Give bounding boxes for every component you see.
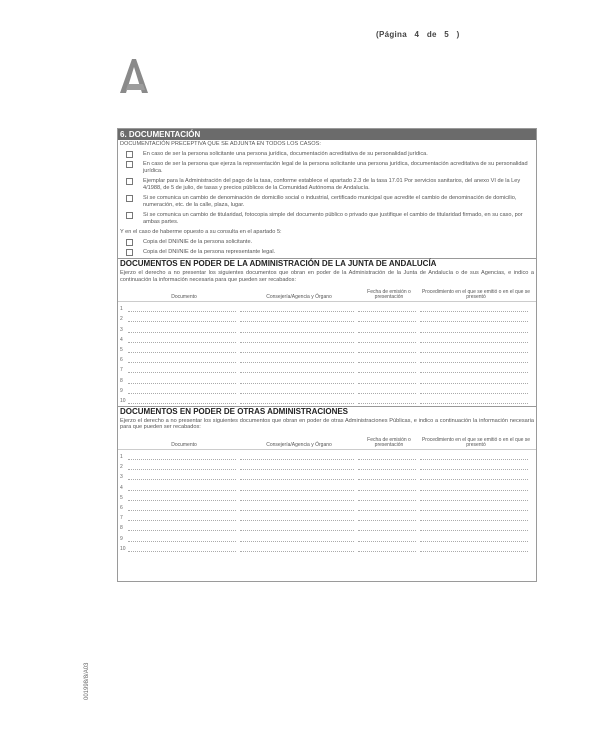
fecha-field[interactable] <box>358 525 416 531</box>
procedimiento-field[interactable] <box>420 505 528 511</box>
document-checkbox[interactable] <box>126 212 133 219</box>
row-number: 10 <box>120 397 126 404</box>
procedimiento-field[interactable] <box>420 515 528 521</box>
consejeria-field[interactable] <box>240 347 354 353</box>
documento-field[interactable] <box>128 367 236 373</box>
consejeria-field[interactable] <box>240 398 354 404</box>
otras-table-rows <box>118 450 536 552</box>
preceptive-lead: DOCUMENTACIÓN PRECEPTIVA QUE SE ADJUNTA EN TODOS LOS CASOS: <box>120 141 321 147</box>
documento-field[interactable] <box>128 464 236 470</box>
col-documento: Documento <box>171 442 197 449</box>
fecha-field[interactable] <box>358 546 416 552</box>
fecha-field[interactable] <box>358 347 416 353</box>
col-procedimiento: Procedimiento en el que se emitió o en el que se presentó <box>421 288 531 301</box>
row-number: 8 <box>120 377 123 384</box>
documento-field[interactable] <box>128 337 236 343</box>
document-check-label: Copia del DNI/NIE de la persona representante legal. <box>143 249 276 255</box>
consejeria-field[interactable] <box>240 474 354 480</box>
fecha-field[interactable] <box>358 357 416 363</box>
document-check-label: Ejemplar para la Administración del pago de la tasa, conforme establece el apartado 2.3 de la tasa 17.01 Por servicios sanitarios, del anexo VI de la Ley 4/1988, de 5 de julio, de tasas y precios públicos de la Comunidad Autónoma de Andalucía. <box>143 178 521 191</box>
consejeria-field[interactable] <box>240 515 354 521</box>
document-checkbox[interactable] <box>126 195 133 202</box>
document-checkbox[interactable] <box>126 178 133 185</box>
consejeria-field[interactable] <box>240 306 354 312</box>
fecha-field[interactable] <box>358 378 416 384</box>
col-fecha: Fecha de emisión o presentación <box>367 436 411 449</box>
document-check-label: Si se comunica un cambio de denominación de domicilio social o industrial, certificado municipal que acredite el cambio de denominación de domicilio, numeración, etc. de la calle, plaza, lugar. <box>143 195 517 208</box>
section-6-body <box>118 140 536 258</box>
table-row <box>120 511 534 521</box>
document-checkbox[interactable] <box>126 151 133 158</box>
page-total: 5 <box>444 30 450 39</box>
documento-field[interactable] <box>128 536 236 542</box>
documento-field[interactable] <box>128 505 236 511</box>
documento-field[interactable] <box>128 525 236 531</box>
documento-field[interactable] <box>128 347 236 353</box>
procedimiento-field[interactable] <box>420 485 528 491</box>
table-row <box>120 333 534 343</box>
table-row <box>120 312 534 322</box>
procedimiento-field[interactable] <box>420 525 528 531</box>
col-fecha: Fecha de emisión o presentación <box>367 288 411 301</box>
row-number: 9 <box>120 387 123 394</box>
documento-field[interactable] <box>128 357 236 363</box>
junta-table-header <box>118 287 536 302</box>
documento-field[interactable] <box>128 454 236 460</box>
junta-documents-text: Ejerzo el derecho a no presentar los siguientes documentos que obran en poder de la Administración de la Junta de Andalucía o de sus Agencias, e indico a continuación la información necesaria para que pueden ser recabados: <box>120 270 534 283</box>
document-check-item <box>120 249 534 256</box>
document-check-item <box>120 178 534 192</box>
fecha-field[interactable] <box>358 327 416 333</box>
table-row <box>120 343 534 353</box>
document-check-label: Si se comunica un cambio de titularidad, fotocopia simple del documento público o privado que justifique el cambio de titularidad firmado, en su caso, por ambas partes. <box>143 212 523 225</box>
consejeria-field[interactable] <box>240 357 354 363</box>
consejeria-field[interactable] <box>240 327 354 333</box>
procedimiento-field[interactable] <box>420 546 528 552</box>
table-row <box>120 322 534 332</box>
procedimiento-field[interactable] <box>420 454 528 460</box>
table-row <box>120 394 534 404</box>
consejeria-field[interactable] <box>240 367 354 373</box>
table-row <box>120 302 534 312</box>
documento-field[interactable] <box>128 515 236 521</box>
otras-documents-title: DOCUMENTOS EN PODER DE OTRAS ADMINISTRACIONES <box>118 406 536 417</box>
document-check-item <box>120 161 534 175</box>
documento-field[interactable] <box>128 398 236 404</box>
fecha-field[interactable] <box>358 485 416 491</box>
documento-field[interactable] <box>128 474 236 480</box>
table-row <box>120 460 534 470</box>
table-row <box>120 480 534 490</box>
consejeria-field[interactable] <box>240 485 354 491</box>
table-row <box>120 470 534 480</box>
table-row <box>120 450 534 460</box>
fecha-field[interactable] <box>358 464 416 470</box>
junta-table-rows <box>118 302 536 404</box>
documento-field[interactable] <box>128 546 236 552</box>
consejeria-field[interactable] <box>240 495 354 501</box>
fecha-field[interactable] <box>358 454 416 460</box>
fecha-field[interactable] <box>358 398 416 404</box>
col-consejeria: Consejería/Agencia y Órgano <box>266 442 332 449</box>
document-check-label: Copia del DNI/NIE de la persona solicitante. <box>143 239 253 245</box>
documento-field[interactable] <box>128 388 236 394</box>
consejeria-field[interactable] <box>240 525 354 531</box>
junta-documents-title: DOCUMENTOS EN PODER DE LA ADMINISTRACIÓN DE LA JUNTA DE ANDALUCÍA <box>118 258 536 269</box>
procedimiento-field[interactable] <box>420 316 528 322</box>
documento-field[interactable] <box>128 316 236 322</box>
row-number: 5 <box>120 346 123 353</box>
fecha-field[interactable] <box>358 474 416 480</box>
table-row <box>120 363 534 373</box>
section-6-title: 6. DOCUMENTACIÓN <box>118 129 536 140</box>
row-number: 7 <box>120 515 123 522</box>
fecha-field[interactable] <box>358 306 416 312</box>
procedimiento-field[interactable] <box>420 327 528 333</box>
row-number: 4 <box>120 336 123 343</box>
col-documento: Documento <box>171 294 197 301</box>
row-number: 8 <box>120 525 123 532</box>
document-check-item <box>120 239 534 246</box>
form-code: 001998/8/A03 <box>84 662 90 700</box>
procedimiento-field[interactable] <box>420 337 528 343</box>
row-number: 7 <box>120 367 123 374</box>
procedimiento-field[interactable] <box>420 357 528 363</box>
col-consejeria: Consejería/Agencia y Órgano <box>266 294 332 301</box>
row-number: 4 <box>120 484 123 491</box>
fecha-field[interactable] <box>358 505 416 511</box>
procedimiento-field[interactable] <box>420 378 528 384</box>
row-number: 1 <box>120 454 123 461</box>
col-procedimiento: Procedimiento en el que se emitió o en el que se presentó <box>421 436 531 449</box>
procedimiento-field[interactable] <box>420 495 528 501</box>
procedimiento-field[interactable] <box>420 347 528 353</box>
page-current: 4 <box>414 30 420 39</box>
fecha-field[interactable] <box>358 515 416 521</box>
fecha-field[interactable] <box>358 367 416 373</box>
document-checkbox[interactable] <box>126 161 133 168</box>
consejeria-field[interactable] <box>240 454 354 460</box>
page-close: ) <box>456 30 460 39</box>
procedimiento-field[interactable] <box>420 536 528 542</box>
procedimiento-field[interactable] <box>420 464 528 470</box>
document-check-item <box>120 212 534 226</box>
procedimiento-field[interactable] <box>420 367 528 373</box>
consejeria-field[interactable] <box>240 388 354 394</box>
page-of: de <box>426 30 437 39</box>
documento-field[interactable] <box>128 495 236 501</box>
documento-field[interactable] <box>128 306 236 312</box>
table-row <box>120 353 534 363</box>
consejeria-field[interactable] <box>240 464 354 470</box>
consejeria-field[interactable] <box>240 378 354 384</box>
table-row <box>120 531 534 541</box>
table-row <box>120 501 534 511</box>
document-check-label: En caso de ser la persona que ejerza la representación legal de la persona solicitante una persona jurídica, documentación acreditativa de su personalidad jurídica. <box>143 161 528 174</box>
row-number: 2 <box>120 464 123 471</box>
document-check-item <box>120 151 534 158</box>
document-check-label: En caso de ser la persona solicitante una persona jurídica, documentación acreditativa de su personalidad jurídica. <box>143 151 428 157</box>
fecha-field[interactable] <box>358 536 416 542</box>
table-row <box>120 384 534 394</box>
documento-field[interactable] <box>128 378 236 384</box>
consejeria-field[interactable] <box>240 536 354 542</box>
table-row <box>120 491 534 501</box>
procedimiento-field[interactable] <box>420 388 528 394</box>
page-label: (Página <box>376 30 407 39</box>
fecha-field[interactable] <box>358 337 416 343</box>
table-row <box>120 373 534 383</box>
otras-table-header <box>118 435 536 450</box>
procedimiento-field[interactable] <box>420 398 528 404</box>
fecha-field[interactable] <box>358 388 416 394</box>
documento-field[interactable] <box>128 327 236 333</box>
row-number: 3 <box>120 326 123 333</box>
document-checkbox[interactable] <box>126 249 133 256</box>
consejeria-field[interactable] <box>240 316 354 322</box>
row-number: 2 <box>120 316 123 323</box>
consejeria-field[interactable] <box>240 505 354 511</box>
otras-documents-text: Ejerzo el derecho a no presentar los siguientes documentos que obran en poder de otras Administraciones Públicas, e indico a continuación la información necesaria para que pueden ser recabados: <box>120 417 534 431</box>
row-number: 6 <box>120 505 123 511</box>
row-number: 10 <box>120 545 126 552</box>
procedimiento-field[interactable] <box>420 474 528 480</box>
row-number: 9 <box>120 535 123 542</box>
documentation-form <box>117 128 537 582</box>
row-number: 3 <box>120 474 123 481</box>
documento-field[interactable] <box>128 485 236 491</box>
fecha-field[interactable] <box>358 495 416 501</box>
page-number <box>376 30 465 39</box>
document-checkbox[interactable] <box>126 239 133 246</box>
fecha-field[interactable] <box>358 316 416 322</box>
row-number: 6 <box>120 357 123 364</box>
consejeria-field[interactable] <box>240 337 354 343</box>
opposition-lead: Y en el caso de haberme opuesto a su consulta en el apartado 5: <box>120 229 282 235</box>
procedimiento-field[interactable] <box>420 306 528 312</box>
table-row <box>120 521 534 531</box>
junta-andalucia-logo <box>117 57 151 93</box>
consejeria-field[interactable] <box>240 546 354 552</box>
row-number: 1 <box>120 306 123 313</box>
document-check-item <box>120 195 534 209</box>
table-row <box>120 542 534 552</box>
row-number: 5 <box>120 494 123 501</box>
